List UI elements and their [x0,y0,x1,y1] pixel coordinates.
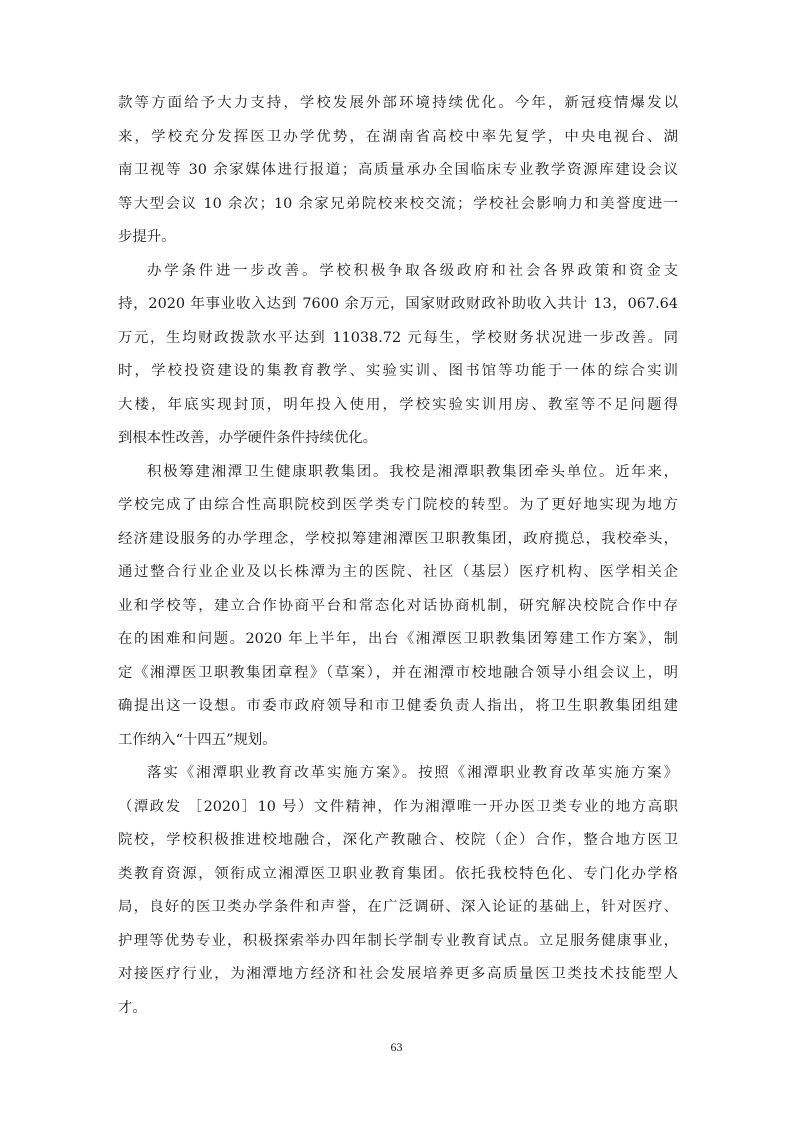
text-line: （潭政发 ［2020］10 号）文件精神，作为湘潭唯一开办医卫类专业的地方高职 [118,798,678,815]
text-line: 来，学校充分发挥医卫办学优势，在湖南省高校中率先复学，中央电视台、湖 [118,128,678,145]
text-line: 才。 [118,999,147,1016]
text-line: 积极筹建湘潭卫生健康职教集团。我校是湘潭职教集团牵头单位。近年来， [147,463,678,480]
text-line: 通过整合行业企业及以长株潭为主的医院、社区（基层）医疗机构、医学相关企 [118,564,678,580]
text-line: 经济建设服务的办学理念，学校拟筹建湘潭医卫职教集团，政府揽总，我校牵头， [118,530,678,547]
text-line: 确提出这一设想。市委市政府领导和市卫健委负责人指出，将卫生职教集团组建 [118,698,678,714]
text-line: 定《湘潭医卫职教集团章程》（草案），并在湘潭市校地融合领导小组会议上，明 [118,664,678,681]
text-line: 时，学校投资建设的集教育教学、实验实训、图书馆等功能于一体的综合实训 [118,363,678,379]
document-body [118,87,678,1025]
paragraph-external-environment [118,87,678,255]
paragraph-school-conditions [118,255,678,456]
text-line: 万元，生均财政拨款水平达到 11038.72 元每生，学校财务状况进一步改善。同 [118,329,678,346]
text-line: 业和学校等，建立合作协商平台和常态化对话协商机制，研究解决校院合作中存 [118,597,678,614]
text-line: 院校，学校积极推进校地融合，深化产教融合、校院（企）合作，整合地方医卫 [118,832,678,848]
text-line: 类教育资源，领衔成立湘潭医卫职业教育集团。依托我校特色化、专门化办学格 [118,865,678,882]
text-line: 到根本性改善，办学硬件条件持续优化。 [118,430,378,446]
text-line: 对接医疗行业，为湘潭地方经济和社会发展培养更多高质量医卫类技术技能型人 [118,966,678,982]
text-line: 局，良好的医卫类办学条件和声誉，在广泛调研、深入论证的基础上，针对医疗、 [118,899,678,915]
text-line: 办学条件进一步改善。学校积极争取各级政府和社会各界政策和资金支 [147,262,678,279]
text-line: 步提升。 [118,229,176,245]
paragraph-reform-plan [118,757,678,1025]
text-line: 持，2020 年事业收入达到 7600 余万元，国家财政财政补助收入共计 13，067.64 [118,296,678,312]
text-line: 工作纳入“十四五”规划。 [118,731,277,748]
text-line: 学校完成了由综合性高职院校到医学类专门院校的转型。为了更好地实现为地方 [118,497,678,513]
text-line: 等大型会议 10 余次；10 余家兄弟院校来校交流；学校社会影响力和美誉度进一 [118,195,678,212]
text-line: 在的困难和问题。2020 年上半年，出台《湘潭医卫职教集团筹建工作方案》，制 [118,631,678,647]
page-number: 63 [390,1040,403,1054]
text-line: 大楼，年底实现封顶，明年投入使用，学校实验实训用房、教室等不足问题得 [118,396,678,413]
text-line: 款等方面给予大力支持，学校发展外部环境持续优化。今年，新冠疫情爆发以 [118,95,678,111]
text-line: 落实《湘潭职业教育改革实施方案》。按照《湘潭职业教育改革实施方案》 [147,765,678,781]
text-line: 南卫视等 30 余家媒体进行报道；高质量承办全国临床专业教学资源库建设会议 [118,162,678,178]
paragraph-vocational-group [118,456,678,758]
text-line: 护理等优势专业，积极探索举办四年制长学制专业教育试点。立足服务健康事业， [118,932,678,949]
